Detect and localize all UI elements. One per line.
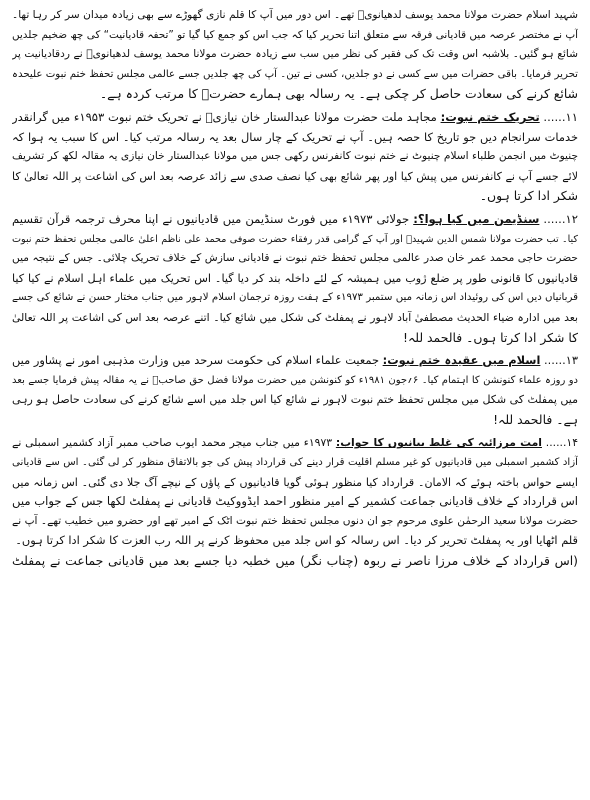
text-line: قلم اٹھایا اور یہ پمفلٹ تحریر کر دیا۔ اس رسالہ کو اس جلد میں محفوظ کرنے پر اللہ رب العزت کا شکر ادا کرتا ہوں۔	[15, 533, 578, 548]
text-line: کا شکر ادا کرتا ہوں۔ فالحمد للہ!	[403, 329, 578, 345]
text-line: شائع کرنے کی سعادت حاصل کر چکی ہے۔ یہ رسالہ بھی ہمارے حضرتؒ کا مرتب کردہ ہے۔	[99, 86, 578, 102]
text-line: ایسے حواس باختہ ہوئے کہ الامان۔ قرارداد کیا منظور ہوئی گویا قادیانیوں کے پاؤں کے نیچے آگ جلا دی گئی۔ اس زمانہ میں	[12, 475, 578, 489]
text-line: لائے جسے آپ نے کانفرنس میں پیش کیا اور پھر شائع بھی کیا نصف صدی سے زائد عرصہ بعد اس کی اشاعت پر اللہ تعالیٰ کا	[12, 169, 578, 183]
section-heading: امت مرزائیہ کی غلط بیانیوں کا جواب:	[335, 436, 542, 450]
text-line: تحریر فرمایا۔ باقی حضرات میں سے کسی نے دو جلدیں، کسی نے تین۔ آپ کی چھ جلدیں جسے عالمی مجلس تحفظ ختم نبوت علیحدہ	[12, 68, 578, 80]
text-line: (اس قرارداد کے خلاف مرزا ناصر نے ربوہ (چناب نگر) میں خطبہ دیا جسے بعد میں قادیانی جماعت نے پمفلٹ	[12, 553, 578, 569]
text-line: قادیانیوں کا قانونی طور پر ضلع ژوب میں ہمیشہ کے لئے داخلہ بند کر دیا گیا۔ اس تحریک میں علماء اہل اسلام نے کیا کیا	[12, 271, 578, 285]
text-line: بعد میں ادارہ ضیاء الحدیث مصطفیٰ آباد لاہور نے پمفلٹ کی شکل میں شائع کیا۔ اتنے عرصہ بعد اس کی اشاعت پر اللہ تعالیٰ	[12, 310, 578, 324]
text-line: شہید اسلام حضرت مولانا محمد یوسف لدھیانویؒ تھے۔ اس دور میں آپ کا قلم نازی گھوڑے سے بھی زیادہ میدان سر کر رہا تھا۔	[12, 9, 578, 21]
section-heading: اسلام میں عقیدہ ختم نبوت:	[382, 353, 541, 368]
text-line: چنیوٹ میں انجمن طلباء اسلام چنیوٹ نے ختم نبوت کانفرنس رکھی جس میں مولانا عبدالستار خان نیازی یہ مقالہ لکھ کر تشریف	[12, 150, 578, 163]
text-line: ۱۴...... امت مرزائیہ کی غلط بیانیوں کا جواب: ۱۹۷۳ء میں جناب میجر محمد ایوب صاحب ممبر آزاد کشمیر اسمبلی نے	[12, 436, 578, 450]
text-line: حضرت حاجی محمد عمر خان صدر عالمی مجلس تحفظ ختم نبوت نے قادیانی سازش کے خلاف تحریک چلائی۔ جس کے نتیجہ میں	[12, 252, 578, 265]
text-line: دو روزہ علماء کنونشن کا اہتمام کیا۔ ۶؍جون ۱۹۸۱ء کو کنونشن میں حضرت مولانا فضل حق صاحبؒ نے یہ مقالہ پیش فرمایا جسے بعد	[12, 374, 578, 386]
text-line: ۱۳...... اسلام میں عقیدہ ختم نبوت: جمعیت علماء اسلام کی حکومت سرحد میں وزارت مذہبی امور نے پشاور میں	[12, 353, 578, 368]
text-line: ۱۱...... تحریک ختم نبوت: مجاہد ملت حضرت مولانا عبدالستار خان نیازیؒ نے تحریک ختم نبوت ۱۹۵۳ء میں گرانقدر	[12, 109, 578, 124]
text-line: اس قرارداد کے خلاف قادیانی جماعت کشمیر کے امیر منظور احمد ایڈووکیٹ قادیانی نے پمفلٹ لکھا جس کے جواب میں	[12, 494, 578, 509]
text-line: شکر ادا کرتا ہوں۔	[479, 188, 578, 204]
text-line: کیا۔ تب حضرت مولانا شمس الدین شہیدؒ اور آپ کے گرامی قدر رفقاء حضرت صوفی محمد علی ناظم اعلیٰ عالمی مجلس تحفظ ختم نبوت	[12, 233, 578, 245]
text-line: ۱۲...... سنڈیمن میں کیا ہوا؟: جولائی ۱۹۷۳ء میں فورٹ سنڈیمن میں قادیانیوں نے اپنا محرف ترجمہ قرآن تقسیم	[12, 211, 578, 226]
text-line: ہے۔ فالحمد للہ!	[493, 411, 578, 427]
text-line: آپ نے مختصر عرصہ میں قادیانی فرقہ سے متعلق اتنا تحریر کیا کہ جب اس کو جمع کیا گیا تو ”تحفہ قادیانیت“ کی چھ ضخیم جلدیں	[12, 28, 578, 41]
text-line: شائع ہو گئیں۔ بلاشبہ اس وقت تک کی فقیر کی نظر میں سب سے زیادہ حضرت مولانا محمد یوسف لدھیانویؒ نے ردقادیانیت پر	[12, 48, 578, 61]
section-heading: تحریک ختم نبوت:	[440, 109, 540, 124]
text-line: قربانیاں دیں اس کی روئیداد اس زمانہ میں ستمبر ۱۹۷۳ء کے ہفت روزہ ترجمان اسلام لاہور میں جناب مختار حسن نے شائع کی جسے	[12, 292, 578, 304]
text-line: خدمات سرانجام دیں جو تاریخ کا حصہ ہیں۔ آپ نے تحریک کے چار سال بعد یہ رسالہ مرتب کیا۔ اس کا سبب یہ ہوا کہ	[12, 129, 578, 144]
text-line: حضرت مولانا سعید الرحمٰن علوی مرحوم جو ان دنوں مجلس تحفظ ختم نبوت اٹک کے امیر تھے اور حضرو میں خطیب تھے۔ آپ نے	[12, 514, 578, 527]
text-line: آزاد کشمیر اسمبلی میں قادیانیوں کو غیر مسلم اقلیت قرار دینے کی قرارداد پیش کی جو بالاتفاق منظور کر لی گئی۔ اس سے قادیانی	[12, 457, 578, 469]
section-heading: سنڈیمن میں کیا ہوا؟:	[413, 211, 540, 226]
text-line: میں پمفلٹ کی شکل میں مجلس تحفظ ختم نبوت لاہور نے شائع کیا اس جلد میں اسے شائع کرنے کی سعادت حاصل ہو رہی	[12, 393, 578, 407]
